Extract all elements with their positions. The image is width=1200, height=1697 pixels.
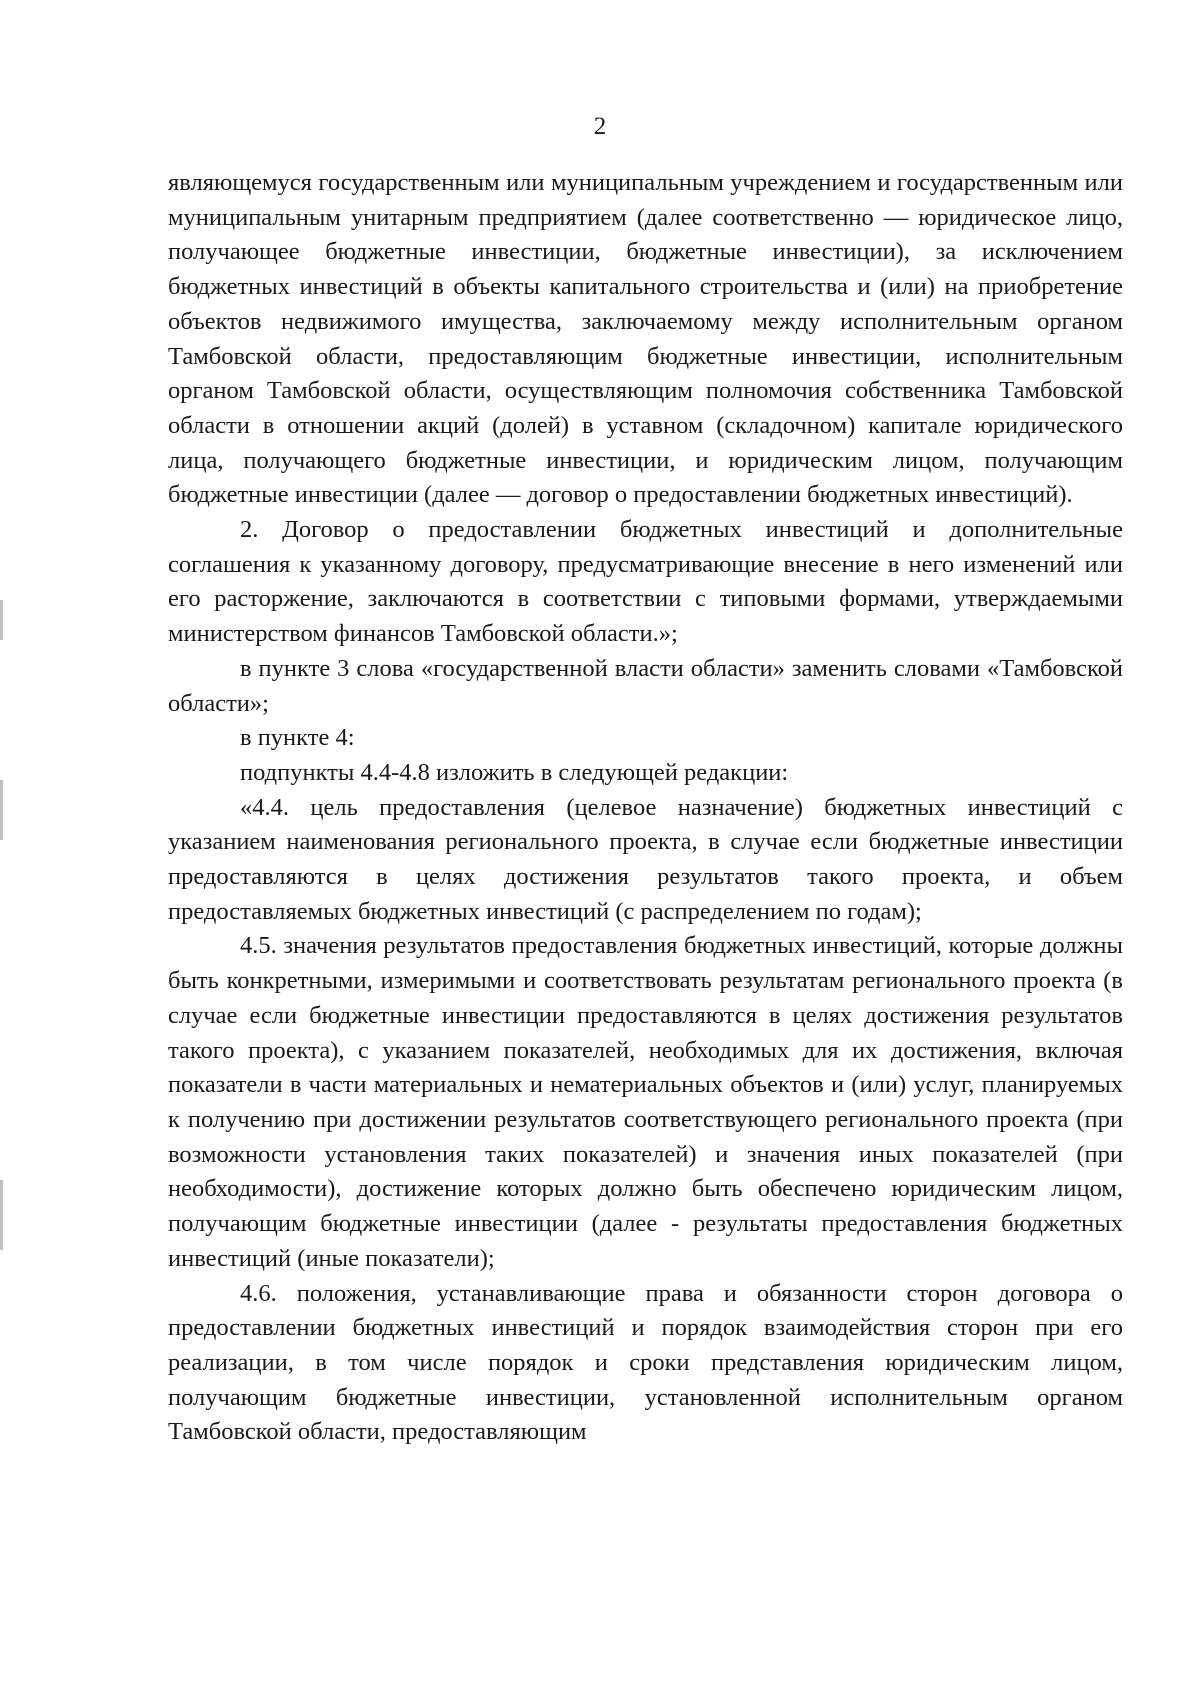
paragraph-4-4: «4.4. цель предоставления (целевое назначение) бюджетных инвестиций с указанием наименования регионального проекта, в случае если бюджетные инвестиции предоставляются в целях достижения результатов такого проекта, и объем предоставляемых бюджетных инвестиций (с распределением по годам); xyxy=(168,793,1123,925)
scan-edge-mark xyxy=(0,600,3,640)
paragraph-4-5: 4.5. значения результатов предоставления бюджетных инвестиций, которые должны быть конкретными, измеримыми и соответствовать результатам регионального проекта (в случае если бюджетные инвестиции предоставляются в целях достижения результатов такого проекта), с указанием показателей, необходимых для их достижения, включая показатели в части материальных и нематериальных объектов и (или) услуг, планируемых к получению при достижении результатов соответствующего регионального проекта (при возможности установления таких показателей) и значения иных показателей (при необходимости), достижение которых должно быть обеспечено юридическим лицом, получающим бюджетные инвестиции (далее - результаты предоставления бюджетных инвестиций (иные показатели); xyxy=(168,932,1123,1272)
paragraph-subpoints-intro: подпункты 4.4-4.8 изложить в следующей редакции: xyxy=(240,758,789,786)
paragraph-point-4: в пункте 4: xyxy=(240,724,355,752)
document-body xyxy=(168,166,1123,1450)
paragraph-point-3: в пункте 3 слова «государственной власти области» заменить словами «Тамбовской области»; xyxy=(168,654,1123,717)
page-number: 2 xyxy=(593,113,607,140)
paragraph-continuation: являющемуся государственным или муниципальным учреждением и государственным или муниципальным унитарным предприятием (далее соответственно — юридическое лицо, получающее бюджетные инвестиции, бюджетные инвестиции), за исключением бюджетных инвестиций в объекты капитального строительства и (или) на приобретение объектов недвижимого имущества, заключаемому между исполнительным органом Тамбовской области, предоставляющим бюджетные инвестиции, исполнительным органом Тамбовской области, осуществляющим полномочия собственника Тамбовской области в отношении акций (долей) в уставном (складочном) капитале юридического лица, получающего бюджетные инвестиции, и юридическим лицом, получающим бюджетные инвестиции (далее — договор о предоставлении бюджетных инвестиций). xyxy=(168,169,1123,509)
paragraph-4-6: 4.6. положения, устанавливающие права и обязанности сторон договора о предоставлении бюджетных инвестиций и порядок взаимодействия сторон при его реализации, в том числе порядок и сроки представления юридическим лицом, получающим бюджетные инвестиции, установленной исполнительным органом Тамбовской области, предоставляющим xyxy=(168,1279,1123,1446)
scan-edge-mark xyxy=(0,1180,3,1250)
scan-edge-mark xyxy=(0,780,3,840)
paragraph-item-2: 2. Договор о предоставлении бюджетных инвестиций и дополнительные соглашения к указанному договору, предусматривающие внесение в него изменений или его расторжение, заключаются в соответствии с типовыми формами, утверждаемыми министерством финансов Тамбовской области.»; xyxy=(168,516,1123,648)
